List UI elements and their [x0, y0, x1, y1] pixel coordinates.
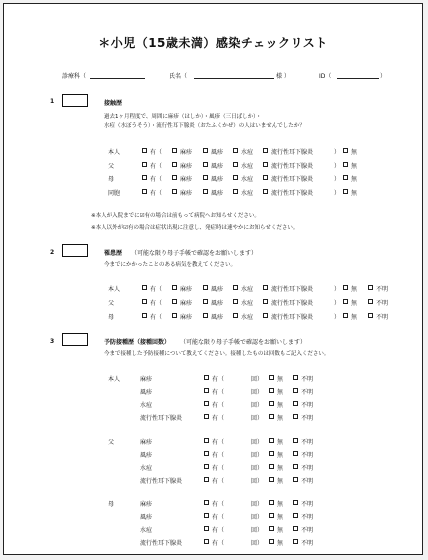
vaccine-unknown-label: 不明	[301, 402, 314, 409]
varicella-checkbox[interactable]	[233, 299, 238, 304]
vaccine-yes-label: 有（	[212, 439, 225, 446]
vaccine-no-checkbox[interactable]	[269, 477, 274, 482]
vaccine-no-label: 無	[277, 465, 284, 472]
vaccine-times-label: 回）	[251, 501, 264, 508]
no-label: 無	[351, 149, 358, 156]
mumps-label: 流行性耳下腺炎	[271, 163, 314, 170]
vaccine-disease-label: 水痘	[140, 402, 153, 409]
measles-checkbox[interactable]	[172, 162, 177, 167]
vaccine-times-label: 回）	[251, 452, 264, 459]
no-checkbox[interactable]	[343, 313, 348, 318]
vaccine-times-label: 回）	[251, 465, 264, 472]
unknown-checkbox[interactable]	[368, 299, 373, 304]
mumps-checkbox[interactable]	[263, 285, 268, 290]
yes-label: 有（	[150, 286, 163, 293]
vaccine-no-checkbox[interactable]	[269, 464, 274, 469]
vaccine-no-label: 無	[277, 501, 284, 508]
rubella-label: 風疹	[211, 190, 224, 197]
unknown-label: 不明	[376, 314, 389, 321]
rubella-checkbox[interactable]	[203, 313, 208, 318]
patient-name-field[interactable]	[194, 70, 274, 79]
mumps-label: 流行性耳下腺炎	[271, 314, 314, 321]
section-2-desc: 今までにかかったことのある病気を教えてください。	[104, 262, 237, 268]
vaccine-no-checkbox[interactable]	[269, 500, 274, 505]
mumps-label: 流行性耳下腺炎	[271, 286, 314, 293]
section-3-subtitle: （可能な限り母子手帳で確認をお願いします）	[180, 339, 307, 346]
rubella-label: 風疹	[211, 286, 224, 293]
vaccine-no-checkbox[interactable]	[269, 388, 274, 393]
yes-label: 有（	[150, 176, 163, 183]
vaccine-yes-checkbox[interactable]	[204, 464, 209, 469]
vaccine-unknown-label: 不明	[301, 540, 314, 547]
no-checkbox[interactable]	[343, 299, 348, 304]
measles-checkbox[interactable]	[172, 299, 177, 304]
section-1-row-label: 同胞	[108, 190, 121, 197]
vaccine-yes-checkbox[interactable]	[204, 539, 209, 544]
vaccine-no-label: 無	[277, 376, 284, 383]
vaccine-unknown-label: 不明	[301, 501, 314, 508]
section-3-group-label: 父	[108, 439, 115, 446]
section-2-row-label: 本人	[108, 286, 121, 293]
yes-checkbox[interactable]	[142, 285, 147, 290]
mumps-label: 流行性耳下腺炎	[271, 176, 314, 183]
yes-checkbox[interactable]	[142, 313, 147, 318]
varicella-label: 水痘	[241, 163, 254, 170]
vaccine-unknown-label: 不明	[301, 376, 314, 383]
mumps-label: 流行性耳下腺炎	[271, 190, 314, 197]
vaccine-no-checkbox[interactable]	[269, 414, 274, 419]
section-1-row-label: 母	[108, 176, 115, 183]
vaccine-disease-label: 風疹	[140, 389, 153, 396]
vaccine-yes-label: 有（	[212, 415, 225, 422]
patient-name-label: 氏名（	[169, 73, 188, 80]
vaccine-yes-checkbox[interactable]	[204, 513, 209, 518]
vaccine-yes-label: 有（	[212, 402, 225, 409]
vaccine-no-label: 無	[277, 527, 284, 534]
vaccine-times-label: 回）	[251, 527, 264, 534]
measles-label: 麻疹	[180, 300, 193, 307]
section-1-desc-2: 水痘（水ぼうそう）・流行性耳下腺炎（おたふくかぜ）の人はいませんでしたか？	[104, 123, 305, 129]
vaccine-unknown-checkbox[interactable]	[293, 414, 298, 419]
department-label: 診療科（	[62, 73, 87, 80]
vaccine-yes-label: 有（	[212, 389, 225, 396]
measles-label: 麻疹	[180, 163, 193, 170]
vaccine-yes-label: 有（	[212, 465, 225, 472]
varicella-label: 水痘	[241, 176, 254, 183]
close-paren: ）	[334, 176, 341, 183]
yes-checkbox[interactable]	[142, 175, 147, 180]
vaccine-disease-label: 流行性耳下腺炎	[140, 415, 183, 422]
rubella-checkbox[interactable]	[203, 299, 208, 304]
vaccine-no-checkbox[interactable]	[269, 451, 274, 456]
section-1-note-2: ※本人以外が☑有の場合は症状出現に注意し、発症時は速やかにお知らせください。	[91, 225, 299, 231]
varicella-label: 水痘	[241, 300, 254, 307]
section-1-row-label: 父	[108, 163, 115, 170]
no-label: 無	[351, 163, 358, 170]
section-3-group-label: 本人	[108, 376, 121, 383]
varicella-checkbox[interactable]	[233, 285, 238, 290]
yes-label: 有（	[150, 190, 163, 197]
vaccine-unknown-checkbox[interactable]	[293, 375, 298, 380]
patient-name-suffix: 様 ）	[276, 73, 290, 80]
section-3-title: 予防接種歴（接種回数）	[104, 339, 171, 346]
vaccine-disease-label: 麻疹	[140, 501, 153, 508]
vaccine-times-label: 回）	[251, 415, 264, 422]
no-checkbox[interactable]	[343, 175, 348, 180]
varicella-checkbox[interactable]	[233, 189, 238, 194]
vaccine-unknown-checkbox[interactable]	[293, 464, 298, 469]
vaccine-no-label: 無	[277, 389, 284, 396]
section-3-box[interactable]	[62, 333, 88, 346]
rubella-label: 風疹	[211, 314, 224, 321]
section-1-desc-1: 過去1ヶ月程度で、周囲に麻疹（はしか）・風疹（三日ばしか）・	[104, 114, 262, 120]
vaccine-unknown-label: 不明	[301, 465, 314, 472]
yes-checkbox[interactable]	[142, 189, 147, 194]
vaccine-times-label: 回）	[251, 478, 264, 485]
varicella-checkbox[interactable]	[233, 148, 238, 153]
vaccine-yes-checkbox[interactable]	[204, 438, 209, 443]
vaccine-no-checkbox[interactable]	[269, 526, 274, 531]
patient-id-close: ）	[380, 73, 387, 80]
vaccine-disease-label: 麻疹	[140, 439, 153, 446]
measles-label: 麻疹	[180, 286, 193, 293]
patient-id-label: ID（	[319, 73, 332, 80]
rubella-label: 風疹	[211, 300, 224, 307]
vaccine-unknown-label: 不明	[301, 389, 314, 396]
vaccine-yes-checkbox[interactable]	[204, 388, 209, 393]
vaccine-no-label: 無	[277, 514, 284, 521]
vaccine-unknown-checkbox[interactable]	[293, 526, 298, 531]
vaccine-disease-label: 水痘	[140, 465, 153, 472]
section-1-number: 1	[50, 98, 55, 105]
mumps-checkbox[interactable]	[263, 313, 268, 318]
vaccine-no-label: 無	[277, 540, 284, 547]
vaccine-yes-label: 有（	[212, 501, 225, 508]
mumps-label: 流行性耳下腺炎	[271, 149, 314, 156]
section-1-title: 接触歴	[104, 100, 123, 107]
section-2-box[interactable]	[62, 244, 88, 257]
vaccine-disease-label: 風疹	[140, 452, 153, 459]
measles-checkbox[interactable]	[172, 313, 177, 318]
measles-checkbox[interactable]	[172, 189, 177, 194]
measles-checkbox[interactable]	[172, 175, 177, 180]
no-label: 無	[351, 300, 358, 307]
close-paren: ）	[334, 314, 341, 321]
rubella-checkbox[interactable]	[203, 162, 208, 167]
vaccine-disease-label: 流行性耳下腺炎	[140, 540, 183, 547]
section-1-row-label: 本人	[108, 149, 121, 156]
mumps-checkbox[interactable]	[263, 299, 268, 304]
rubella-label: 風疹	[211, 163, 224, 170]
varicella-checkbox[interactable]	[233, 175, 238, 180]
no-checkbox[interactable]	[343, 162, 348, 167]
rubella-label: 風疹	[211, 149, 224, 156]
close-paren: ）	[334, 286, 341, 293]
unknown-checkbox[interactable]	[368, 313, 373, 318]
yes-checkbox[interactable]	[142, 148, 147, 153]
department-field[interactable]	[90, 70, 145, 79]
page-title: ＊小児（15歳未満）感染チェックリスト	[98, 36, 328, 50]
yes-label: 有（	[150, 300, 163, 307]
yes-label: 有（	[150, 314, 163, 321]
section-2-number: 2	[50, 249, 55, 256]
vaccine-no-checkbox[interactable]	[269, 401, 274, 406]
varicella-label: 水痘	[241, 314, 254, 321]
no-label: 無	[351, 314, 358, 321]
no-label: 無	[351, 286, 358, 293]
checklist-page	[3, 3, 423, 555]
vaccine-yes-checkbox[interactable]	[204, 526, 209, 531]
no-checkbox[interactable]	[343, 189, 348, 194]
vaccine-unknown-checkbox[interactable]	[293, 451, 298, 456]
vaccine-yes-checkbox[interactable]	[204, 451, 209, 456]
vaccine-disease-label: 麻疹	[140, 376, 153, 383]
section-2-row-label: 父	[108, 300, 115, 307]
no-label: 無	[351, 176, 358, 183]
mumps-checkbox[interactable]	[263, 175, 268, 180]
vaccine-unknown-checkbox[interactable]	[293, 513, 298, 518]
vaccine-no-checkbox[interactable]	[269, 438, 274, 443]
vaccine-unknown-label: 不明	[301, 514, 314, 521]
rubella-checkbox[interactable]	[203, 285, 208, 290]
unknown-checkbox[interactable]	[368, 285, 373, 290]
patient-id-field[interactable]	[337, 70, 379, 79]
vaccine-yes-checkbox[interactable]	[204, 401, 209, 406]
rubella-checkbox[interactable]	[203, 175, 208, 180]
rubella-checkbox[interactable]	[203, 148, 208, 153]
vaccine-no-checkbox[interactable]	[269, 539, 274, 544]
vaccine-no-label: 無	[277, 402, 284, 409]
vaccine-unknown-checkbox[interactable]	[293, 539, 298, 544]
yes-label: 有（	[150, 149, 163, 156]
mumps-label: 流行性耳下腺炎	[271, 300, 314, 307]
vaccine-no-label: 無	[277, 452, 284, 459]
vaccine-no-label: 無	[277, 478, 284, 485]
yes-label: 有（	[150, 163, 163, 170]
unknown-label: 不明	[376, 286, 389, 293]
varicella-label: 水痘	[241, 149, 254, 156]
vaccine-disease-label: 水痘	[140, 527, 153, 534]
section-3-desc: 今まで接種した予防接種について教えてください。接種したものは回数もご記入ください。	[104, 351, 330, 357]
vaccine-unknown-label: 不明	[301, 452, 314, 459]
section-1-note-1: ※本人が入院までに☑有の場合は前もって病院へお知らせください。	[91, 213, 260, 219]
section-3-number: 3	[50, 338, 55, 345]
measles-label: 麻疹	[180, 176, 193, 183]
measles-checkbox[interactable]	[172, 148, 177, 153]
vaccine-unknown-checkbox[interactable]	[293, 500, 298, 505]
vaccine-yes-label: 有（	[212, 527, 225, 534]
mumps-checkbox[interactable]	[263, 148, 268, 153]
no-checkbox[interactable]	[343, 285, 348, 290]
close-paren: ）	[334, 190, 341, 197]
section-1-box[interactable]	[62, 94, 88, 107]
vaccine-unknown-checkbox[interactable]	[293, 401, 298, 406]
vaccine-disease-label: 流行性耳下腺炎	[140, 478, 183, 485]
rubella-label: 風疹	[211, 176, 224, 183]
mumps-checkbox[interactable]	[263, 189, 268, 194]
vaccine-unknown-checkbox[interactable]	[293, 477, 298, 482]
no-label: 無	[351, 190, 358, 197]
vaccine-no-label: 無	[277, 439, 284, 446]
vaccine-no-checkbox[interactable]	[269, 375, 274, 380]
close-paren: ）	[334, 149, 341, 156]
varicella-label: 水痘	[241, 190, 254, 197]
vaccine-unknown-label: 不明	[301, 415, 314, 422]
vaccine-disease-label: 風疹	[140, 514, 153, 521]
vaccine-times-label: 回）	[251, 540, 264, 547]
vaccine-yes-label: 有（	[212, 514, 225, 521]
section-2-subtitle: （可能な限り母子手帳で確認をお願いします）	[131, 250, 258, 257]
measles-label: 麻疹	[180, 149, 193, 156]
vaccine-yes-checkbox[interactable]	[204, 477, 209, 482]
vaccine-unknown-checkbox[interactable]	[293, 388, 298, 393]
vaccine-unknown-label: 不明	[301, 527, 314, 534]
measles-checkbox[interactable]	[172, 285, 177, 290]
varicella-checkbox[interactable]	[233, 313, 238, 318]
yes-checkbox[interactable]	[142, 162, 147, 167]
close-paren: ）	[334, 163, 341, 170]
yes-checkbox[interactable]	[142, 299, 147, 304]
measles-label: 麻疹	[180, 314, 193, 321]
mumps-checkbox[interactable]	[263, 162, 268, 167]
vaccine-yes-label: 有（	[212, 478, 225, 485]
vaccine-times-label: 回）	[251, 376, 264, 383]
vaccine-times-label: 回）	[251, 389, 264, 396]
vaccine-unknown-label: 不明	[301, 439, 314, 446]
vaccine-times-label: 回）	[251, 514, 264, 521]
unknown-label: 不明	[376, 300, 389, 307]
vaccine-times-label: 回）	[251, 402, 264, 409]
section-2-title: 罹患歴	[104, 250, 123, 257]
vaccine-yes-label: 有（	[212, 452, 225, 459]
rubella-checkbox[interactable]	[203, 189, 208, 194]
measles-label: 麻疹	[180, 190, 193, 197]
vaccine-times-label: 回）	[251, 439, 264, 446]
vaccine-yes-checkbox[interactable]	[204, 414, 209, 419]
section-2-row-label: 母	[108, 314, 115, 321]
section-3-group-label: 母	[108, 501, 115, 508]
varicella-label: 水痘	[241, 286, 254, 293]
vaccine-yes-checkbox[interactable]	[204, 500, 209, 505]
close-paren: ）	[334, 300, 341, 307]
no-checkbox[interactable]	[343, 148, 348, 153]
vaccine-yes-checkbox[interactable]	[204, 375, 209, 380]
vaccine-yes-label: 有（	[212, 540, 225, 547]
varicella-checkbox[interactable]	[233, 162, 238, 167]
vaccine-no-label: 無	[277, 415, 284, 422]
vaccine-unknown-label: 不明	[301, 478, 314, 485]
vaccine-no-checkbox[interactable]	[269, 513, 274, 518]
vaccine-yes-label: 有（	[212, 376, 225, 383]
vaccine-unknown-checkbox[interactable]	[293, 438, 298, 443]
